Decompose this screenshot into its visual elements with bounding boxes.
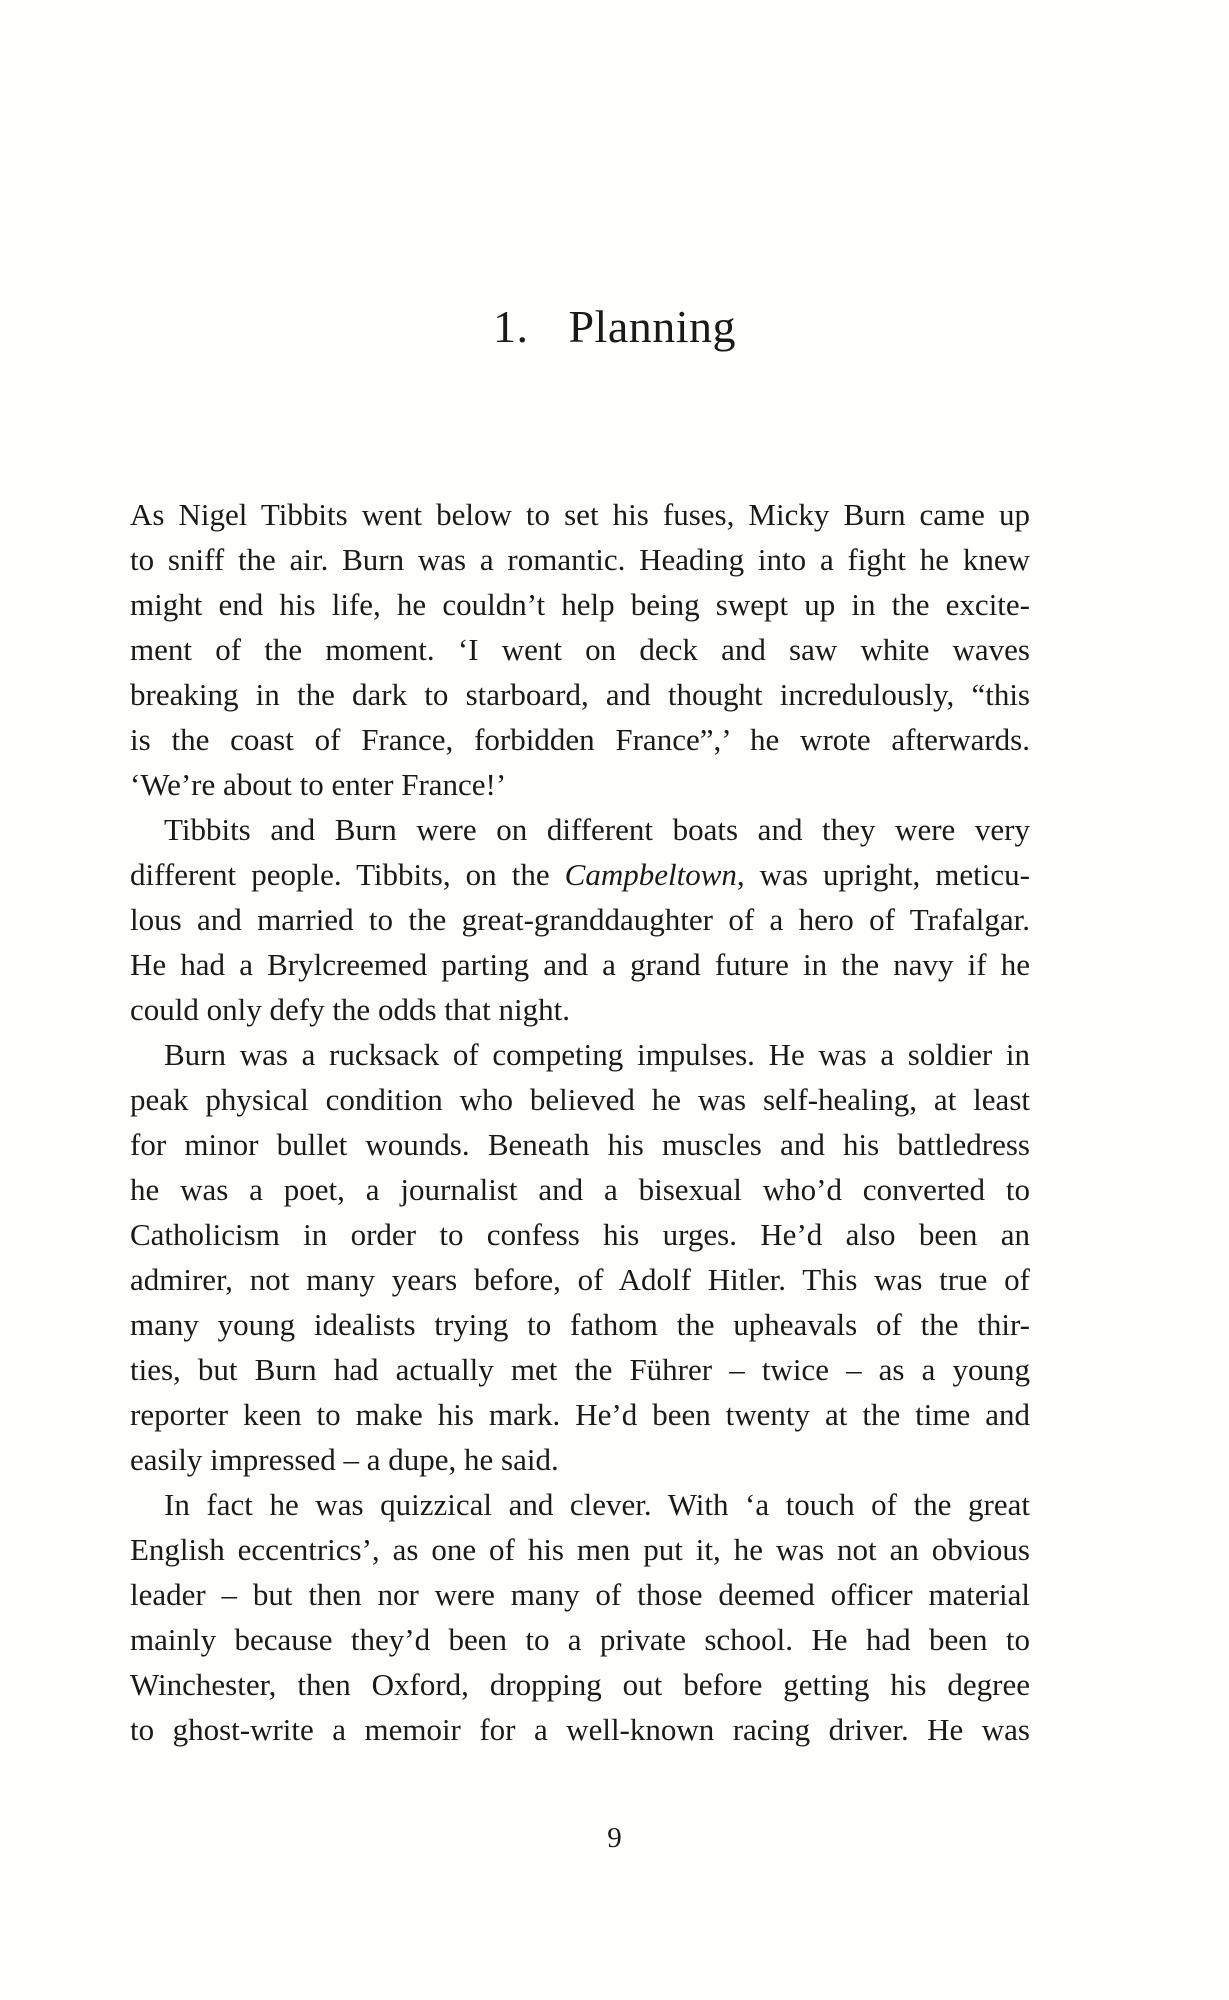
text-line: admirer, not many years before, of Adolf Hitler. This was true of (130, 1262, 1030, 1297)
text-line: peak physical condition who believed he was self-healing, at least (130, 1082, 1030, 1117)
text-line: reporter keen to make his mark. He’d been twenty at the time and (130, 1397, 1030, 1432)
text-line: could only defy the odds that night. (130, 992, 570, 1027)
text-line: to ghost-write a memoir for a well-known racing driver. He was (130, 1712, 1030, 1747)
text-line: ‘We’re about to enter France!’ (130, 767, 507, 802)
text-line: easily impressed – a dupe, he said. (130, 1442, 559, 1477)
paragraph-4 (130, 1482, 1030, 1752)
text-line: As Nigel Tibbits went below to set his fuses, Micky Burn came up (130, 497, 1030, 532)
chapter-heading (0, 300, 1229, 353)
text-line: He had a Brylcreemed parting and a grand future in the navy if he (130, 947, 1030, 982)
ship-name: Campbeltown (564, 857, 737, 892)
text-line: might end his life, he couldn’t help being swept up in the excite- (130, 587, 1030, 622)
text-line: mainly because they’d been to a private school. He had been to (130, 1622, 1030, 1657)
chapter-title: Planning (568, 301, 737, 352)
text-line: leader – but then nor were many of those deemed officer material (130, 1577, 1030, 1612)
page-number: 9 (607, 1822, 622, 1854)
text-line: to sniff the air. Burn was a romantic. Heading into a fight he knew (130, 542, 1030, 577)
text-line: English eccentrics’, as one of his men put it, he was not an obvious (130, 1532, 1030, 1567)
text-line: many young idealists trying to fathom the upheavals of the thir- (130, 1307, 1030, 1342)
text-line: he was a poet, a journalist and a bisexual who’d converted to (130, 1172, 1030, 1207)
text-line: Tibbits and Burn were on different boats and they were very (164, 812, 1030, 847)
text-line: lous and married to the great-granddaughter of a hero of Trafalgar. (130, 902, 1030, 937)
text-fragment: different people. Tibbits, on the (130, 857, 565, 892)
paragraph-2 (130, 807, 1030, 1032)
text-line: is the coast of France, forbidden France”,’ he wrote afterwards. (130, 722, 1030, 757)
text-line (130, 852, 1030, 897)
text-line: for minor bullet wounds. Beneath his muscles and his battledress (130, 1127, 1030, 1162)
text-line: ment of the moment. ‘I went on deck and saw white waves (130, 632, 1030, 667)
text-line: breaking in the dark to starboard, and thought incredulously, “this (130, 677, 1030, 712)
text-line: In fact he was quizzical and clever. With ‘a touch of the great (164, 1487, 1030, 1522)
paragraph-3 (130, 1032, 1030, 1482)
text-fragment: , was upright, meticu- (736, 857, 1030, 892)
text-line: Burn was a rucksack of competing impulses. He was a soldier in (164, 1037, 1030, 1072)
text-line: ties, but Burn had actually met the Führer – twice – as a young (130, 1352, 1030, 1387)
body-text (130, 492, 1030, 1752)
text-line: Catholicism in order to confess his urges. He’d also been an (130, 1217, 1030, 1252)
paragraph-1 (130, 492, 1030, 807)
chapter-number: 1. (492, 301, 529, 352)
text-line: Winchester, then Oxford, dropping out before getting his degree (130, 1667, 1030, 1702)
